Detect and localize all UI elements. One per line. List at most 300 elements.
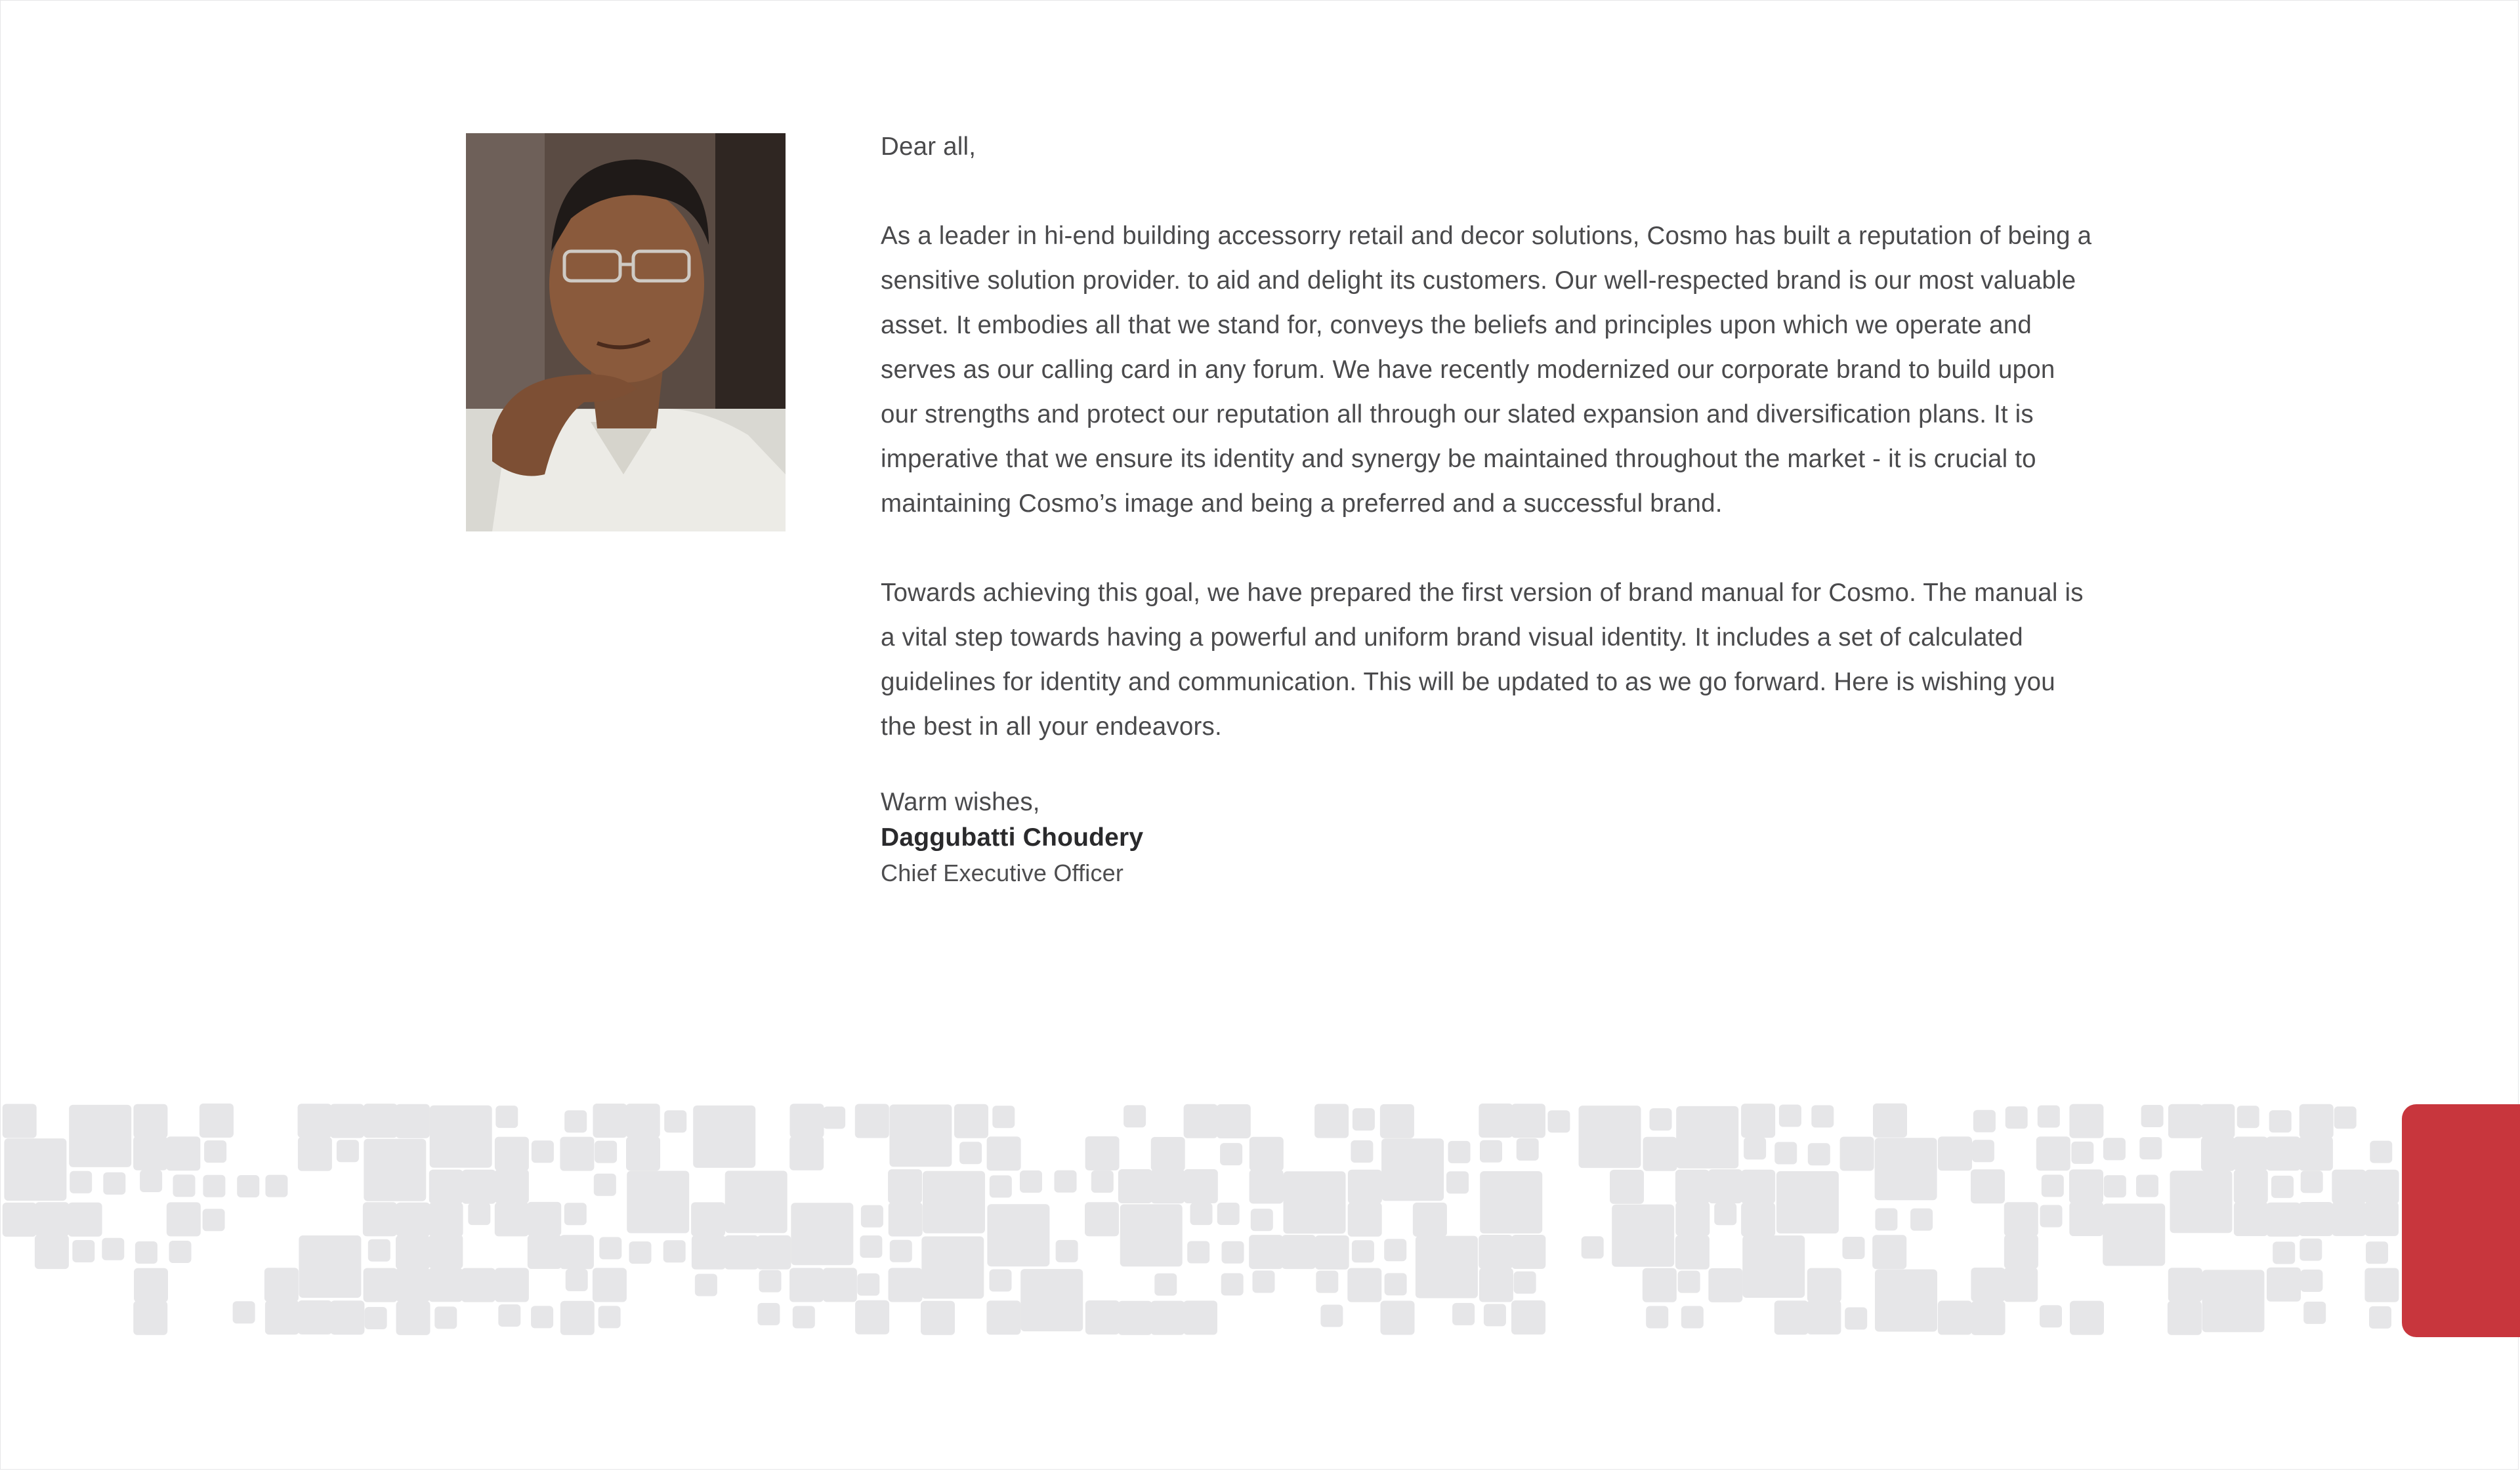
pattern-square [1779,1105,1801,1127]
pattern-square [1217,1203,1240,1225]
pattern-square [429,1268,463,1302]
pattern-square [954,1104,988,1138]
pattern-square [889,1203,923,1237]
pattern-square [986,1300,1020,1335]
pattern-square [1807,1268,1841,1302]
pattern-square [2201,1137,2235,1171]
pattern-square [593,1268,627,1302]
paragraph-line: our strengths and protect our reputation all through our slated expansion and diversification plans. It is [881,400,2034,428]
pattern-square [1284,1171,1346,1233]
pattern-square [495,1169,529,1203]
pattern-square [364,1104,398,1138]
pattern-square [330,1300,364,1335]
pattern-square [1348,1170,1382,1204]
pattern-square [1253,1271,1275,1293]
pattern-square [2269,1110,2292,1132]
pattern-square [462,1170,496,1204]
pattern-square [1314,1104,1349,1138]
pattern-square [1184,1104,1218,1138]
pattern-square [1085,1300,1120,1335]
pattern-square [757,1235,791,1270]
pattern-square [2004,1235,2038,1269]
pattern-square [560,1137,594,1171]
pattern-square [1873,1104,1907,1138]
pattern-square [461,1268,495,1302]
pattern-square [298,1137,332,1171]
paragraph-line: asset. It embodies all that we stand for, conveys the beliefs and principles upon which we operate and [881,311,2032,339]
pattern-square [1643,1268,1677,1302]
pattern-square [990,1270,1012,1292]
paragraph-line: maintaining Cosmo’s image and being a preferred and a successful brand. [881,489,1723,518]
pattern-square [923,1171,985,1233]
ceo-letter [881,125,2193,891]
pattern-square [2200,1104,2235,1138]
pattern-square [1055,1171,1077,1193]
signer-title: Chief Executive Officer [881,860,1124,886]
pattern-square [2300,1104,2334,1138]
pattern-square [364,1268,398,1302]
pattern-square [626,1104,660,1138]
pattern-square [789,1136,824,1171]
pattern-square [169,1241,192,1263]
pattern-square [396,1235,430,1270]
pattern-square [1085,1136,1120,1171]
pattern-square [2103,1138,2126,1160]
pattern-square [134,1268,168,1302]
pattern-square [167,1202,201,1236]
pattern-square [1183,1300,1217,1335]
pattern-square [4,1138,66,1201]
pattern-square [921,1236,984,1298]
pattern-square [1151,1137,1185,1171]
pattern-square [429,1235,463,1269]
pattern-square [627,1171,689,1233]
pattern-square [264,1268,299,1302]
pattern-square [531,1306,553,1328]
pattern-square [1547,1110,1570,1132]
pattern-square [133,1136,167,1171]
pattern-square [396,1268,430,1302]
pattern-square [135,1241,158,1264]
pattern-square [1681,1306,1704,1329]
signer-name: Daggubatti Choudery [881,823,1144,852]
pattern-square [203,1209,225,1231]
pattern-square [1347,1268,1381,1302]
pattern-square [1118,1169,1152,1203]
paragraph-line: As a leader in hi-end building accessorry retail and decor solutions, Cosmo has built a reputation of being a [881,222,2092,250]
pattern-square [396,1104,430,1138]
pattern-square [2104,1175,2126,1197]
pattern-square [528,1235,562,1269]
closing: Warm wishes, [881,788,1040,816]
pattern-square [990,1175,1012,1197]
pattern-square [1675,1170,1710,1204]
pattern-square [759,1270,782,1293]
pattern-square [330,1104,364,1138]
pattern-square [959,1142,982,1164]
pattern-square [2071,1142,2093,1164]
pattern-square [2036,1136,2070,1171]
pattern-square [2141,1105,2164,1127]
pattern-square [2234,1202,2268,1236]
pattern-square [2332,1170,2366,1204]
pattern-square [434,1306,457,1329]
pattern-square [2202,1270,2265,1332]
pattern-square [3,1203,37,1237]
pattern-square [495,1202,529,1236]
pattern-square [823,1268,857,1302]
pattern-square [1250,1137,1284,1171]
pattern-square [1479,1104,1513,1138]
pattern-square [1910,1209,1933,1231]
pattern-square [364,1139,426,1201]
pattern-square [1714,1203,1736,1225]
pattern-square [629,1241,652,1264]
pattern-square [498,1304,520,1327]
pattern-square [1154,1274,1177,1296]
pattern-square [1480,1140,1502,1163]
pattern-square [2136,1175,2158,1197]
pattern-square [1413,1203,1447,1237]
pattern-square [200,1104,234,1138]
pattern-square [1514,1272,1536,1294]
pattern-square [2069,1104,2103,1138]
pattern-square [1776,1171,1839,1233]
pattern-square [133,1104,167,1138]
pattern-square [2334,1106,2357,1129]
pattern-square [1249,1235,1283,1269]
pattern-square [1320,1305,1343,1327]
pattern-square [35,1202,69,1236]
paragraph-line: guidelines for identity and communication. This will be updated to as we go forward. Here is wishing you [881,668,2055,696]
pattern-square [2168,1268,2202,1302]
greeting: Dear all, [881,133,976,161]
pattern-square [1118,1301,1152,1335]
pattern-square [2303,1302,2326,1324]
pattern-square [2364,1202,2399,1236]
pattern-square [1675,1235,1710,1270]
pattern-square [889,1268,923,1302]
pattern-square [495,1106,518,1128]
pattern-square [1351,1140,1373,1163]
pattern-square [429,1170,463,1204]
pattern-square [1187,1241,1209,1264]
pattern-square [2234,1136,2268,1171]
pattern-square [663,1240,686,1262]
pattern-square [1579,1106,1641,1168]
pattern-square [527,1202,561,1236]
paragraph-line: sensitive solution provider. to aid and delight its customers. Our well-respected brand is our most valuable [881,266,2076,295]
pattern-square [1416,1236,1478,1298]
pattern-square [1381,1301,1415,1335]
pattern-square [2040,1305,2062,1327]
pattern-square [3,1104,37,1138]
pattern-square [1385,1273,1407,1295]
pattern-square [1250,1170,1284,1204]
pattern-square [1610,1170,1644,1204]
pattern-square [889,1104,952,1167]
pattern-square [987,1136,1021,1171]
pattern-square [693,1106,755,1168]
pattern-square [203,1175,225,1197]
pattern-square [103,1172,125,1195]
pattern-square [691,1202,725,1236]
pattern-square [564,1110,587,1132]
pattern-square [1971,1268,2005,1302]
pattern-square [35,1235,69,1269]
pattern-square [1840,1137,1874,1171]
pattern-square [2004,1202,2038,1236]
pattern-square [2267,1203,2301,1237]
pattern-square [1348,1203,1382,1237]
pattern-square [166,1136,200,1171]
pattern-square [495,1137,529,1171]
pattern-square [1808,1143,1830,1165]
pattern-square [532,1140,554,1163]
pattern-square [2299,1136,2333,1171]
pattern-square [599,1237,621,1259]
decorative-square-pattern [0,1102,2520,1338]
pattern-square [69,1105,131,1167]
paragraph-line: a vital step towards having a powerful and uniform brand visual identity. It includes a set of calculated [881,623,2023,652]
pattern-square [1352,1240,1374,1262]
pattern-square [1484,1304,1506,1326]
paragraph-line: imperative that we ensure its identity and synergy be maintained throughout the market - it is crucial to [881,445,2036,473]
pattern-square [1971,1301,2006,1335]
pattern-square [2139,1137,2162,1159]
pattern-square [363,1202,397,1236]
pattern-square [692,1235,726,1270]
pattern-square [429,1203,463,1237]
pattern-square [921,1301,955,1335]
pattern-square [757,1303,780,1325]
pattern-square [1222,1241,1244,1264]
pattern-square [1380,1104,1414,1138]
pattern-square [2299,1202,2333,1236]
pattern-square [396,1301,430,1335]
pattern-square [2237,1106,2259,1128]
pattern-square [855,1104,889,1138]
pattern-square [857,1274,879,1296]
pattern-square [1480,1171,1542,1233]
pattern-square [1741,1170,1775,1204]
pattern-square [1511,1104,1545,1138]
pattern-square [2103,1203,2165,1266]
pattern-square [1843,1237,1865,1259]
pattern-square [2006,1106,2028,1129]
pattern-square [1150,1301,1185,1335]
pattern-square [1875,1138,1937,1200]
pattern-square [1971,1169,2005,1203]
pattern-square [2364,1268,2399,1302]
pattern-square [1479,1235,1513,1269]
pattern-square [1845,1308,1867,1330]
pattern-square [560,1235,594,1269]
pattern-square [1446,1171,1469,1193]
pattern-square [2070,1301,2104,1335]
pattern-square [1315,1235,1349,1270]
pattern-square [1938,1136,1972,1171]
pattern-square [1020,1269,1083,1331]
pattern-square [102,1238,124,1260]
pattern-square [298,1104,332,1138]
pattern-square [1217,1104,1251,1138]
pattern-square [1973,1110,1996,1132]
pattern-square [1643,1137,1677,1171]
pattern-square [2332,1202,2366,1236]
pattern-square [233,1301,255,1323]
paragraph-line: Towards achieving this goal, we have prepared the first version of brand manual for Cosmo. The manual is [881,579,2084,607]
pattern-square [860,1235,882,1258]
pattern-square [1511,1235,1545,1269]
pattern-square [1582,1236,1604,1258]
pattern-square [598,1306,621,1328]
paragraph-line: the best in all your endeavors. [881,713,1222,741]
pattern-square [992,1106,1015,1128]
pattern-square [2168,1301,2202,1335]
pattern-square [890,1240,912,1262]
pattern-square [368,1239,390,1262]
pattern-square [1612,1205,1674,1267]
pattern-square [1676,1106,1738,1169]
pattern-square [1384,1239,1406,1261]
pattern-square [626,1136,660,1171]
pattern-square [1650,1108,1672,1130]
pattern-square [1220,1143,1242,1165]
pattern-square [1875,1209,1897,1231]
pattern-square [1282,1235,1316,1269]
pattern-square [1741,1203,1775,1237]
pattern-square [695,1274,717,1296]
pattern-square [1875,1270,1937,1332]
pattern-square [2234,1169,2268,1203]
pattern-square [1678,1271,1700,1293]
pattern-square [987,1204,1049,1266]
pattern-square [298,1300,332,1335]
pattern-square [560,1301,595,1335]
pattern-square [1150,1169,1185,1203]
pattern-square [1744,1137,1766,1159]
pattern-square [2040,1205,2063,1228]
pattern-square [133,1301,167,1335]
pattern-square [1452,1303,1475,1325]
pattern-square [594,1174,616,1196]
pattern-square [1741,1104,1775,1138]
pattern-square [664,1110,686,1132]
pattern-square [1020,1171,1042,1193]
pattern-square [1353,1108,1375,1130]
pattern-square [70,1171,92,1193]
pattern-square [1184,1169,1218,1203]
pattern-square [2271,1176,2294,1198]
pattern-square [791,1203,853,1265]
letter-paragraph-2 [881,571,2193,749]
pattern-square [1085,1202,1119,1236]
pattern-square [204,1140,226,1163]
pattern-square [2004,1268,2038,1302]
pattern-square [237,1175,259,1197]
pattern-square [1124,1105,1146,1127]
pattern-square [855,1300,889,1335]
pattern-square [593,1104,627,1138]
pattern-square [1742,1235,1805,1298]
pattern-square [495,1268,529,1302]
pattern-square [1938,1300,1972,1335]
pattern-square [2300,1239,2322,1261]
paragraph-line: serves as our calling card in any forum. We have recently modernized our corporate brand to build upon [881,356,2055,384]
pattern-square [1221,1274,1244,1296]
pattern-square [396,1203,430,1237]
pattern-square [2300,1270,2322,1292]
pattern-square [1091,1171,1114,1193]
pattern-square [1381,1138,1444,1201]
pattern-square [2168,1104,2202,1138]
pattern-square [72,1240,94,1262]
pattern-square [1120,1204,1183,1266]
pattern-square [1190,1203,1213,1225]
pattern-square [823,1107,845,1129]
pattern-square [1056,1240,1078,1262]
pattern-square [1675,1202,1710,1236]
pattern-square [1807,1300,1841,1335]
pattern-square [337,1140,359,1162]
pattern-square [1646,1306,1668,1329]
pattern-square [430,1106,492,1168]
pattern-square [2370,1141,2392,1163]
pattern-square [2266,1136,2300,1171]
pattern-square [2267,1268,2301,1302]
pattern-square [2170,1171,2233,1233]
pattern-square [1708,1268,1742,1302]
pattern-square [1517,1138,1539,1161]
pattern-square [2369,1306,2391,1329]
pattern-square [2042,1174,2064,1197]
pattern-square [2301,1171,2323,1193]
pattern-square [1811,1106,1834,1128]
pattern-square [468,1203,490,1225]
pattern-square [724,1235,759,1270]
pattern-square [595,1141,617,1163]
pattern-square [265,1300,299,1335]
pattern-square [1251,1209,1273,1231]
red-accent-tab [2402,1104,2520,1337]
pattern-square [2366,1241,2388,1264]
pattern-square [1872,1235,1906,1269]
pattern-square [1316,1271,1338,1293]
pattern-square [365,1307,387,1329]
pattern-square [793,1306,815,1329]
pattern-square [564,1203,587,1225]
pattern-square [566,1269,588,1291]
letter-paragraph-1 [881,214,2193,526]
pattern-square [1774,1142,1797,1165]
pattern-square [2069,1202,2103,1236]
pattern-square [68,1203,102,1237]
pattern-square [888,1169,922,1203]
pattern-square [1774,1300,1809,1335]
pattern-square [2038,1106,2060,1128]
pattern-square [140,1170,162,1192]
pattern-square [1479,1268,1513,1302]
pattern-square [725,1171,788,1233]
pattern-square [265,1175,287,1197]
pattern-square [299,1235,361,1298]
ceo-portrait [466,133,786,531]
pattern-square [2069,1169,2103,1203]
pattern-square [1972,1140,1994,1162]
pattern-square [1511,1300,1545,1335]
pattern-square [1448,1141,1471,1163]
